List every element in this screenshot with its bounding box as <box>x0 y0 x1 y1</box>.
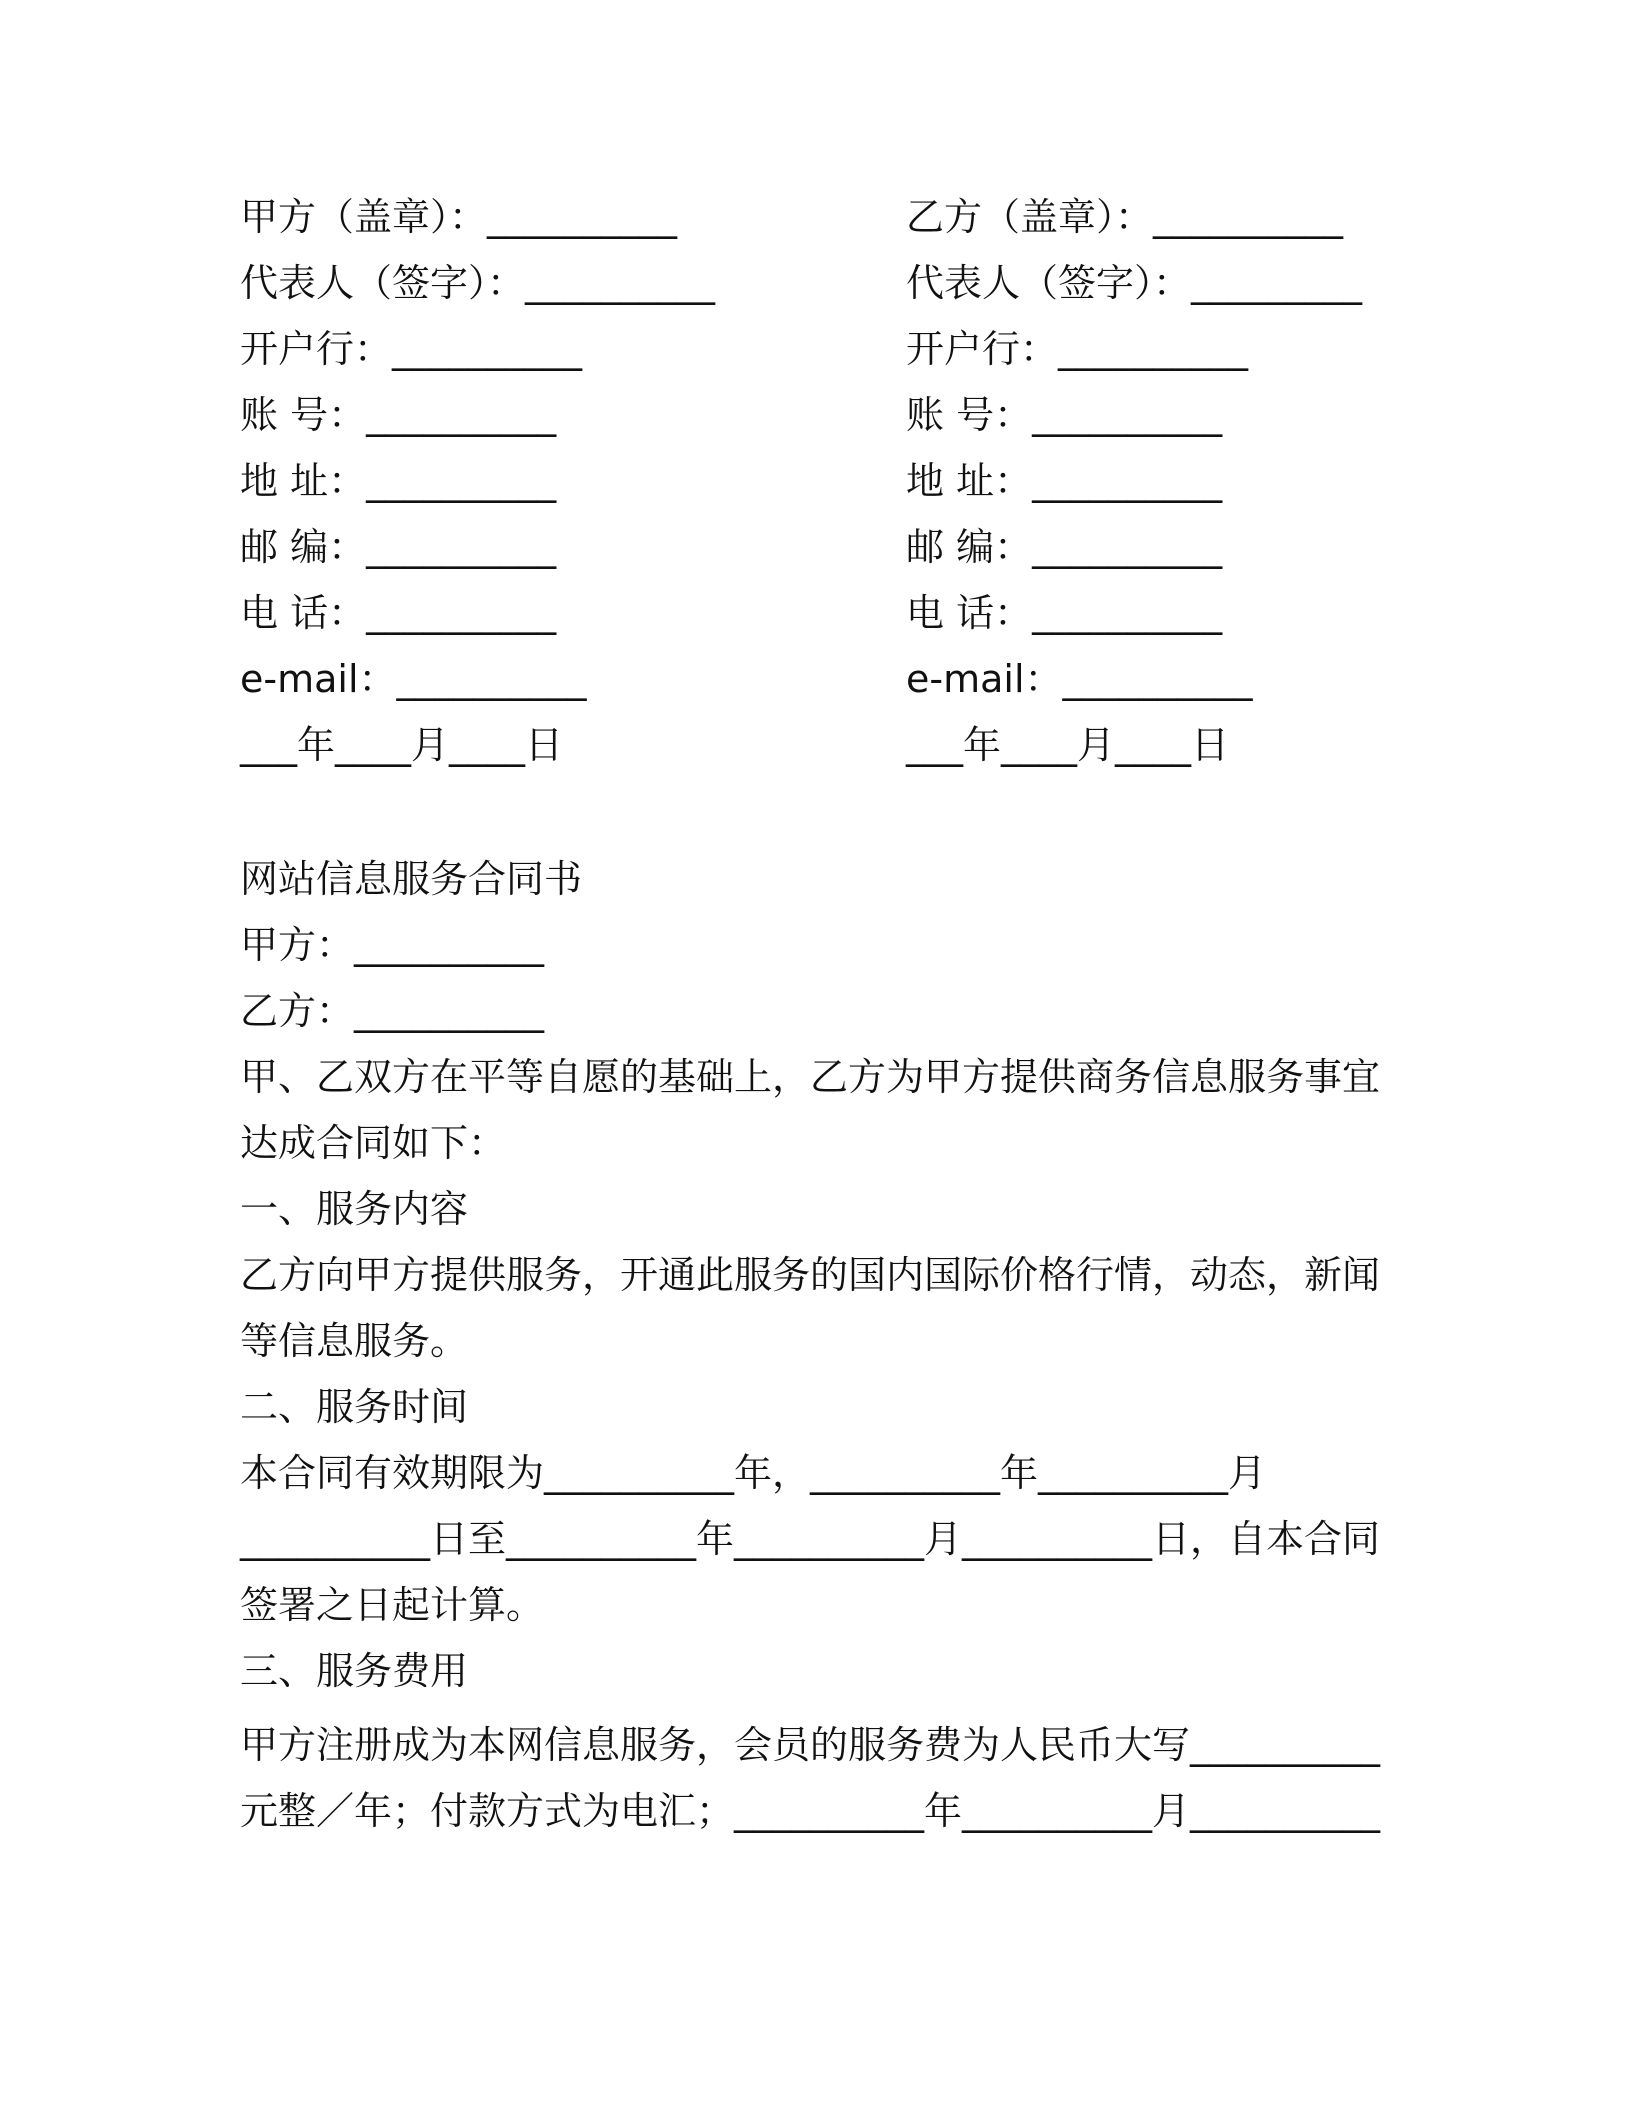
party-a-postcode-line: 邮 编：__________ <box>240 525 557 569</box>
party-a-address-line: 地 址：__________ <box>240 459 557 503</box>
party-b-account-line: 账 号：__________ <box>906 393 1223 437</box>
party-b-bank-line: 开户行：__________ <box>906 327 1249 371</box>
contract-intro-line: 达成合同如下： <box>240 1121 507 1165</box>
section-paragraph-line: 本合同有效期限为__________年，__________年__________月 <box>240 1451 1267 1495</box>
party-a-seal-line: 甲方（盖章）：__________ <box>240 195 678 239</box>
party-a-email-line: e-mail：__________ <box>240 657 587 701</box>
section-paragraph-line: 元整／年；付款方式为电汇；__________年__________月__________ <box>240 1789 1381 1833</box>
contract-title: 网站信息服务合同书 <box>240 857 583 901</box>
section-paragraph-line: 签署之日起计算。 <box>240 1583 545 1627</box>
party-b-email-line: e-mail：__________ <box>906 657 1253 701</box>
section-paragraph-line: 乙方向甲方提供服务，开通此服务的国内国际价格行情，动态，新闻 <box>240 1253 1381 1297</box>
contract-intro-line: 甲、乙双方在平等自愿的基础上，乙方为甲方提供商务信息服务事宜 <box>240 1055 1381 1099</box>
party-b-seal-line: 乙方（盖章）：__________ <box>906 195 1344 239</box>
section-paragraph-line: 甲方注册成为本网信息服务，会员的服务费为人民币大写__________ <box>240 1723 1381 1767</box>
party-b-address-line: 地 址：__________ <box>906 459 1223 503</box>
party-b-representative-line: 代表人（签字）：_________ <box>906 261 1363 305</box>
contract-party-a: 甲方：__________ <box>240 923 545 967</box>
section-paragraph-line: 等信息服务。 <box>240 1319 469 1363</box>
contract-party-b: 乙方：__________ <box>240 989 545 1033</box>
section-heading-service-fee: 三、服务费用 <box>240 1649 469 1693</box>
section-paragraph-line: __________日至__________年__________月__________日，自本合同 <box>240 1517 1381 1561</box>
section-heading-service-time: 二、服务时间 <box>240 1385 469 1429</box>
party-b-postcode-line: 邮 编：__________ <box>906 525 1223 569</box>
party-b-date-line: ___年____月____日 <box>906 723 1230 767</box>
party-a-bank-line: 开户行：__________ <box>240 327 583 371</box>
section-heading-service-content: 一、服务内容 <box>240 1187 469 1231</box>
party-a-account-line: 账 号：__________ <box>240 393 557 437</box>
party-a-representative-line: 代表人（签字）：__________ <box>240 261 716 305</box>
party-b-phone-line: 电 话：__________ <box>906 591 1223 635</box>
party-a-date-line: ___年____月____日 <box>240 723 564 767</box>
party-a-phone-line: 电 话：__________ <box>240 591 557 635</box>
